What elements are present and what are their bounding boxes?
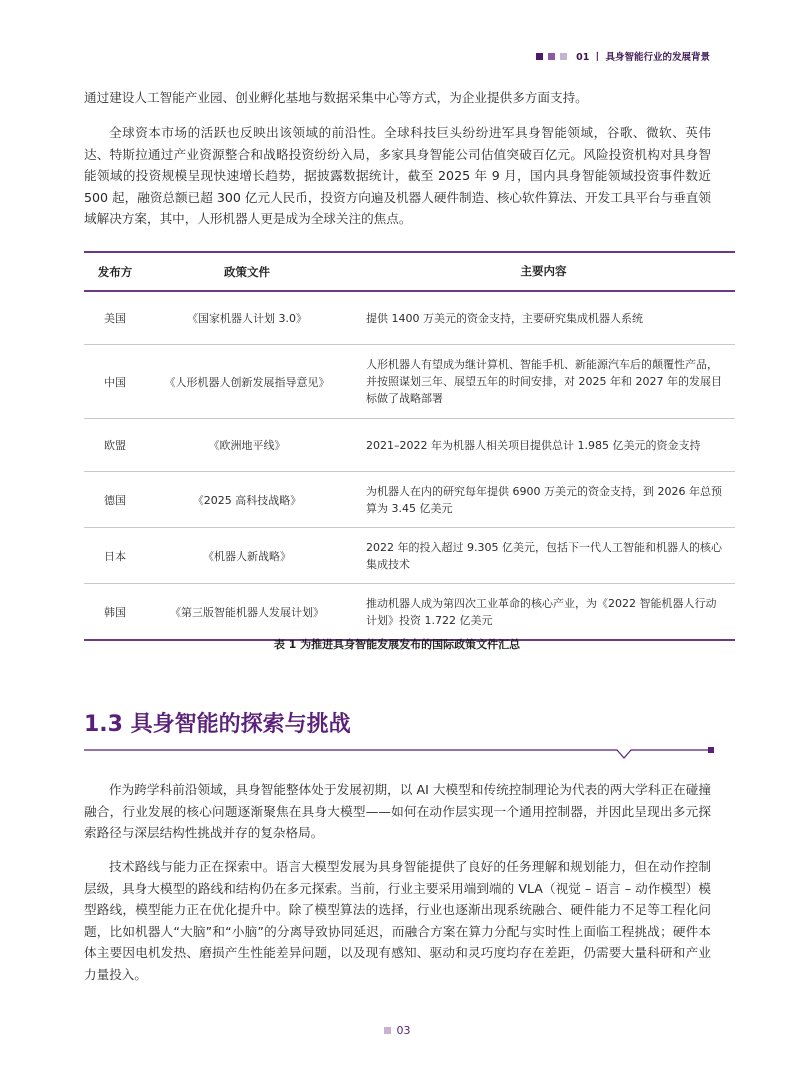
cell-issuer: 中国 bbox=[84, 345, 146, 419]
cell-content: 2021–2022 年为机器人相关项目提供总计 1.985 亿美元的资金支持 bbox=[348, 419, 735, 472]
cell-content: 提供 1400 万美元的资金支持，主要研究集成机器人系统 bbox=[348, 291, 735, 345]
cell-issuer: 日本 bbox=[84, 528, 146, 584]
cell-issuer: 欧盟 bbox=[84, 419, 146, 472]
section-underline bbox=[84, 738, 714, 760]
footer-square bbox=[384, 1027, 391, 1034]
cell-content: 人形机器人有望成为继计算机、智能手机、新能源汽车后的颠覆性产品，并按照谋划三年、展望五年的时间安排，对 2025 年和 2027 年的发展目标做了战略部署 bbox=[348, 345, 735, 419]
table-header-row bbox=[84, 252, 735, 291]
header-square-dark bbox=[536, 53, 543, 60]
cell-document: 《机器人新战略》 bbox=[146, 528, 348, 584]
paragraph-exploration: 作为跨学科前沿领域，具身智能整体处于发展初期，以 AI 大模型和传统控制理论为代表的两大学科正在碰撞融合，行业发展的核心问题逐渐聚焦在具身大模型——如何在动作层实现一个通用控制器，并因此呈现出多元探索路径与深层结构性挑战并存的复杂格局。 bbox=[84, 782, 711, 840]
column-header-issuer: 发布方 bbox=[84, 252, 146, 291]
policy-table bbox=[84, 251, 735, 641]
cell-document: 《人形机器人创新发展指导意见》 bbox=[146, 345, 348, 419]
table-row bbox=[84, 584, 735, 641]
table-caption: 表 1 为推进具身智能发展发布的国际政策文件汇总 bbox=[273, 638, 521, 651]
cell-document: 《国家机器人计划 3.0》 bbox=[146, 291, 348, 345]
column-header-content: 主要内容 bbox=[348, 252, 735, 291]
page-footer bbox=[0, 1024, 794, 1037]
paragraph-technical-route: 技术路线与能力正在探索中。语言大模型发展为具身智能提供了良好的任务理解和规划能力，但在动作控制层级，具身大模型的路线和结构仍在多元探索。当前，行业主要采用端到端的 VLA（视觉 – 语言 – 动作模型）模型路线，模型能力正在优化提升中。除了模型算法的选择，行业也逐渐出现系统融合、硬件能力不足等工程化问题，比如机器人“大脑”和“小脑”的分离导致协同延迟，而融合方案在算力分配与实时性上面临工程挑战；硬件本体主要因电机发热、磨损产生性能差异问题，以及现有感知、驱动和灵巧度均存在差距，仍需要大量科研和产业力量投入。 bbox=[84, 859, 711, 982]
table-row bbox=[84, 345, 735, 419]
table-row bbox=[84, 291, 735, 345]
table-row bbox=[84, 472, 735, 528]
section-title: 1.3 具身智能的探索与挑战 bbox=[84, 712, 351, 737]
header-chapter-title: 01 丨 具身智能行业的发展背景 bbox=[576, 52, 710, 63]
table-row bbox=[84, 419, 735, 472]
cell-content: 为机器人在内的研究每年提供 6900 万美元的资金支持，到 2026 年总预算为 3.45 亿美元 bbox=[348, 472, 735, 528]
cell-document: 《第三版智能机器人发展计划》 bbox=[146, 584, 348, 641]
header-square-light bbox=[560, 53, 567, 60]
cell-issuer: 德国 bbox=[84, 472, 146, 528]
column-header-document: 政策文件 bbox=[146, 252, 348, 291]
table-row bbox=[84, 528, 735, 584]
paragraph-capital-market: 全球资本市场的活跃也反映出该领域的前沿性。全球科技巨头纷纷进军具身智能领域，谷歌、微软、英伟达、特斯拉通过产业资源整合和战略投资纷纷入局，多家具身智能公司估值突破百亿元。风险投资机构对具身智能领域的投资规模呈现快速增长趋势，据披露数据统计，截至 2025 年 9 月，国内具身智能领域投资事件数近 500 起，融资总额已超 300 亿元人民币，投资方向遍及机器人硬件制造、核心软件算法、开发工具平台与垂直领域解决方案，其中，人形机器人更是成为全球关注的焦点。 bbox=[84, 125, 711, 226]
page-number: 03 bbox=[396, 1024, 411, 1037]
header-square-mid bbox=[548, 53, 555, 60]
cell-content: 2022 年的投入超过 9.305 亿美元，包括下一代人工智能和机器人的核心集成技术 bbox=[348, 528, 735, 584]
cell-document: 《2025 高科技战略》 bbox=[146, 472, 348, 528]
cell-content: 推动机器人成为第四次工业革命的核心产业，为《2022 智能机器人行动计划》投资 1.722 亿美元 bbox=[348, 584, 735, 641]
cell-issuer: 韩国 bbox=[84, 584, 146, 641]
running-header bbox=[536, 49, 710, 63]
section-underline-path bbox=[84, 750, 709, 758]
section-underline-end-square bbox=[708, 747, 714, 753]
cell-issuer: 美国 bbox=[84, 291, 146, 345]
cell-document: 《欧洲地平线》 bbox=[146, 419, 348, 472]
paragraph-support: 通过建设人工智能产业园、创业孵化基地与数据采集中心等方式，为企业提供多方面支持。 bbox=[84, 90, 588, 105]
